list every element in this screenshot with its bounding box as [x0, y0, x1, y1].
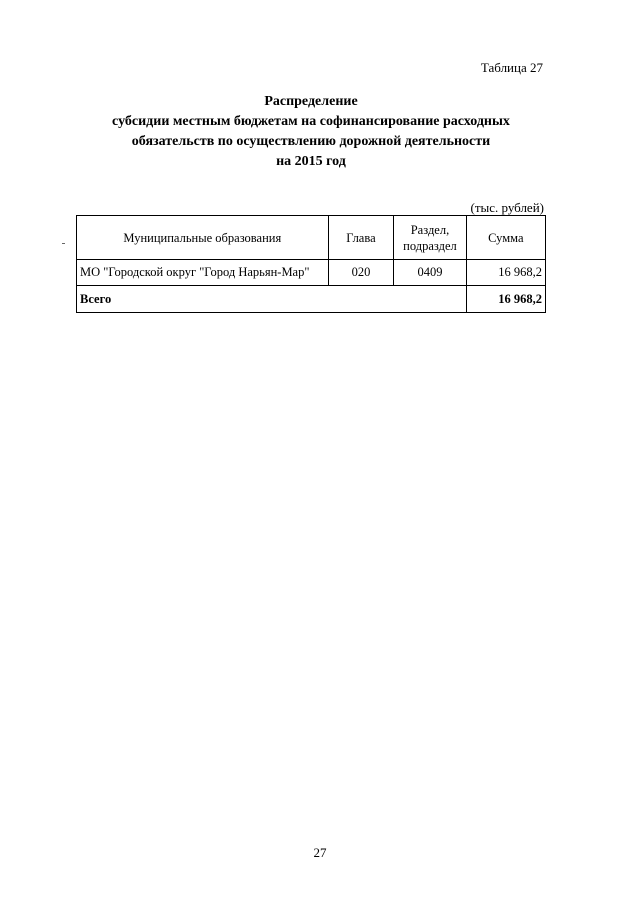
title-line-2: субсидии местным бюджетам на софинансирование расходных	[112, 114, 510, 129]
header-chapter: Глава	[328, 216, 394, 260]
total-amount: 16 968,2	[466, 286, 545, 313]
table-number-label: Таблица 27	[480, 60, 543, 75]
table-header-row	[77, 216, 546, 260]
units-label: (тыс. рублей)	[470, 200, 544, 215]
document-title	[76, 92, 546, 172]
header-section-line-1: Раздел,	[410, 222, 450, 237]
distribution-table	[76, 215, 546, 313]
table-total-row	[77, 286, 546, 313]
header-section-line-2: подраздел	[403, 238, 457, 253]
page-number: 27	[313, 845, 327, 860]
title-line-1: Распределение	[264, 94, 358, 109]
cell-chapter: 020	[328, 260, 394, 286]
cell-municipality: МО "Городской округ "Город Нарьян-Мар"	[77, 260, 329, 286]
header-section	[394, 216, 466, 260]
cell-section: 0409	[394, 260, 466, 286]
header-amount: Сумма	[466, 216, 545, 260]
table-row	[77, 260, 546, 286]
cell-amount: 16 968,2	[466, 260, 545, 286]
total-label: Всего	[77, 286, 467, 313]
header-municipality: Муниципальные образования	[77, 216, 329, 260]
title-line-4: на 2015 год	[276, 154, 346, 169]
scan-mark	[62, 243, 65, 244]
title-line-3: обязательств по осуществлению дорожной деятельности	[131, 134, 491, 149]
